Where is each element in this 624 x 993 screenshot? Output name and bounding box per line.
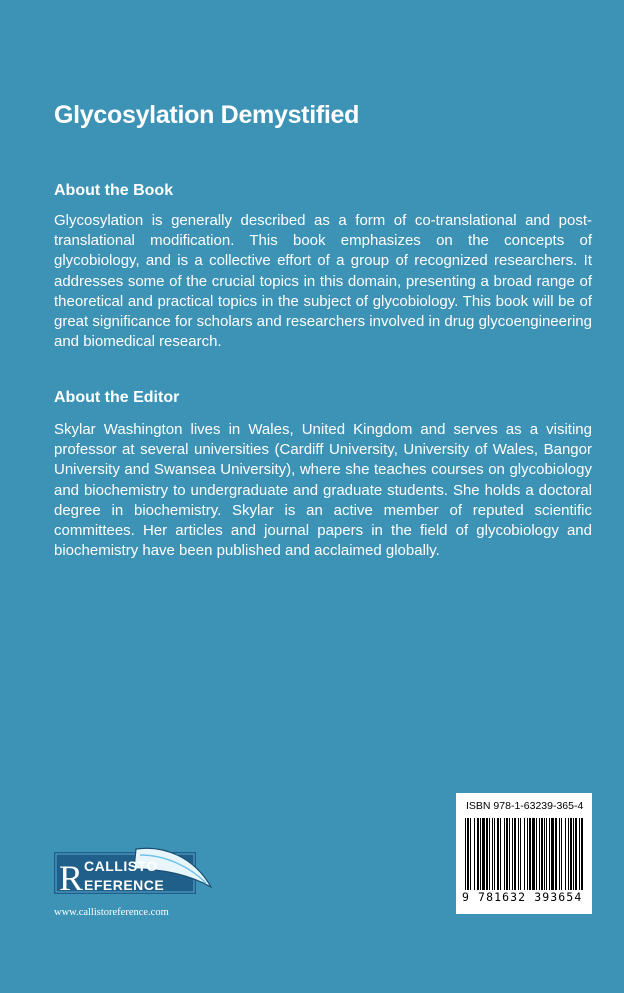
about-editor-heading: About the Editor <box>54 389 180 406</box>
logo-callisto: CALLISTO <box>84 858 158 874</box>
about-editor-text: Skylar Washington lives in Wales, United Kingdom and serves as a visiting professor at several universities (Cardiff University, University of Wales, Bangor University and Swansea University), where she teaches courses on glycobiology and biochemistry to undergraduate and graduate students. She holds a doctoral degree in biochemistry. Skylar is an active member of reputed scientific committees. Her articles and journal papers in the field of glycobiology and biochemistry have been published and acclaimed globally. <box>54 421 592 560</box>
publisher-logo <box>54 845 214 910</box>
barcode-bars <box>465 818 583 890</box>
logo-letter-r: R <box>59 858 84 898</box>
about-book-text: Glycosylation is generally described as a form of co-translational and post-translational modification. This book emphasizes on the concepts of glycobiology, and is a collective effort of a group of recognized researchers. It addresses some of the crucial topics in this domain, presenting a broad range of theoretical and practical topics in the subject of glycobiology. This book will be of great significance for scholars and researchers involved in drug glycoengineering and biomedical research. <box>54 212 592 351</box>
logo-eference: EFERENCE <box>84 877 165 893</box>
isbn-barcode <box>456 793 592 914</box>
about-book-heading: About the Book <box>54 182 174 199</box>
barcode-digits: 9 781632 393654 <box>462 890 583 904</box>
publisher-url: www.callistoreference.com <box>54 907 169 918</box>
isbn-label: ISBN 978-1-63239-365-4 <box>466 800 584 812</box>
book-title: Glycosylation Demystified <box>54 101 360 129</box>
